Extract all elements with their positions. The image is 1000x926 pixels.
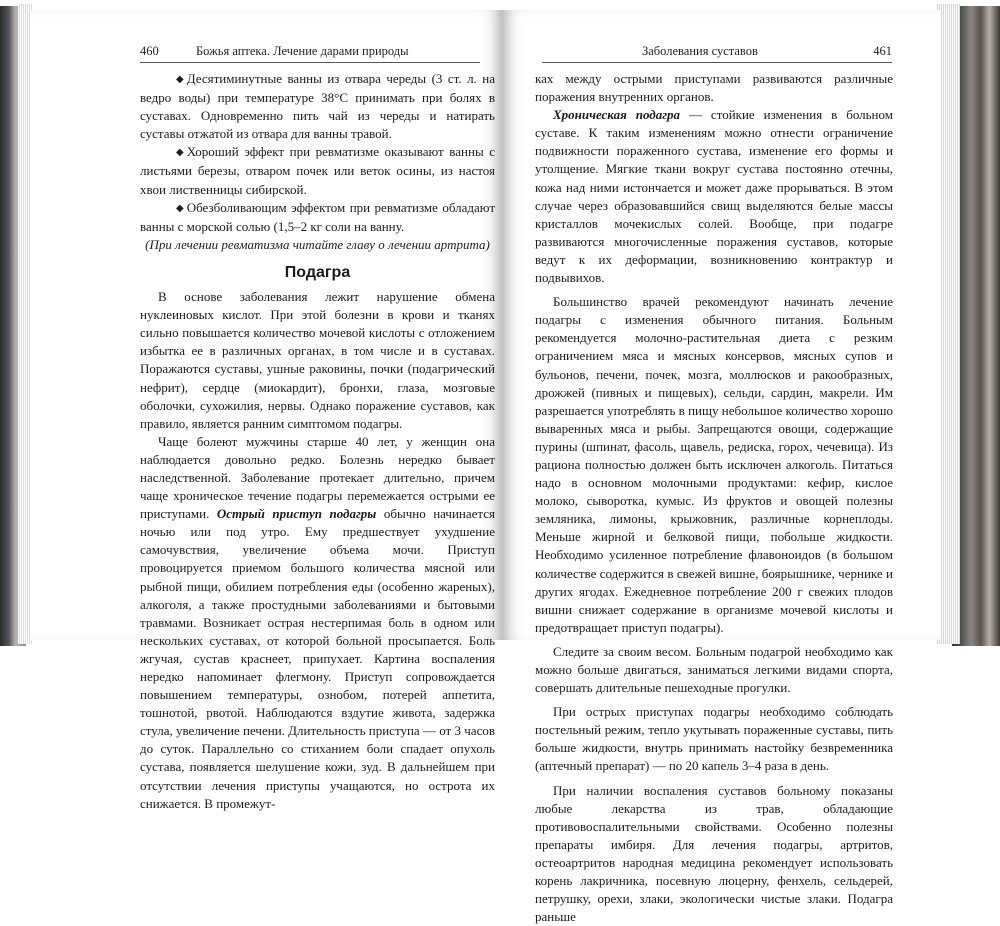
right-page-number: 461: [873, 44, 892, 58]
left-running-head: [140, 44, 480, 63]
right-running-head: [542, 44, 892, 63]
paragraph: Следите за своим весом. Больным подагрой необходимо как можно больше двигаться, заниматься легкими видами спорта, совершать длительные пешеходные прогулки.: [535, 643, 893, 696]
diamond-bullet-icon: ◆: [176, 74, 184, 85]
paragraph: ках между острыми приступами развиваются различные поражения внутренних органов.: [535, 71, 893, 105]
section-heading: Подагра: [284, 263, 351, 281]
paragraph-text: Чаще болеют мужчины старше 40 лет, у женщин она наблюдается довольно редко. Болезнь нередко бывает наследственной. Заболевание протекает длительно, причем чаще хроническое течение подагры перемежается острыми ее приступами.: [140, 433, 495, 522]
paragraph-text: обычно начинается ночью или под утро. Ему предшествует ухудшение самочувствия, увеличение объема мочи. Приступ провоцируется приемом большого количества мясной или рыбной пищи, обилием потребления еды (особенно жареных), алкоголя, а также простудными заболеваниями и бытовыми травмами. Возникает острая нестерпимая боль в одном или нескольких суставах, от которой больной просыпается. Боль жгучая, сустав краснеет, припухает. Картина воспаления нередко напоминает флегмону. Приступ сопровождается повышением температуры, ознобом, потерей аппетита, тошнотой, рвотой. Наблюдаются вздутие живота, задержка стула, увеличение печени. Длительность приступа — от 3 часов до суток. Параллельно со стиханием боли спадает опухоль сустава, появляется шелушение кожи, зуд. В дальнейшем при отсутствии лечения приступы учащаются, но острота их снижается. В промежут-: [140, 506, 496, 811]
paragraph: При наличии воспаления суставов больному показаны любые лекарства из трав, обладающие противовоспалительными свойствами. Особенно полезны препараты имбиря. Для лечения подагры, артритов, остеоартритов народная медицина рекомендует использовать корень лакричника, посевную люцерну, фенхель, сельдерей, петрушку, орехи, злаки, экологически чистые злаки. Подагра раньше: [535, 782, 893, 925]
paragraph: [535, 106, 893, 287]
term-chronic-gout: Хроническая подагра: [553, 107, 681, 123]
left-running-title: Божья аптека. Лечение дарами природы: [196, 44, 409, 58]
right-body-text: [535, 70, 893, 926]
right-page: [502, 10, 940, 925]
paragraph: [140, 433, 495, 813]
left-body-text: [140, 70, 495, 813]
bullet-text: Десятиминутные ванны из отвара череды (3 ст. л. на ведро воды) при температуре 38°С принимать при болях в суставах. Одновременно пить чай из череды и натирать суставы отжатой из отвара для ванны травой.: [140, 71, 495, 142]
bullet-item: [140, 143, 495, 198]
left-page: [30, 10, 502, 811]
paragraph: Большинство врачей рекомендуют начинать лечение подагры с изменения обычного питания. Больным рекомендуется молочно-растительная диета с резким ограничением мяса и мясных консервов, мясных супов и бульонов, печени, почек, мозга, моллюсков и ракообразных, дрожжей (пивных и пищевых), сельди, сардин, макрели. Им разрешается употреблять в пищу небольшое количество хорошо вываренных мяса и рыбы. Запрещаются овощи, содержащие пурины (шпинат, фасоль, щавель, редиска, горох, чечевица). Из рациона полностью должен быть исключен алкоголь. Питаться надо в основном молочными продуктами: кефир, кислое молоко, сыворотка, кумыс. Из фруктов и овощей полезны земляника, лимоны, крыжовник, различные корнеплоды. Меньше жирной и белковой пищи, побольше жидкости. Необходимо усиленное потребление флавоноидов (в большом количестве содержится в свежей вишне, боярышнике, чернике и других ягодах. Ежедневное потребление 200 г свежих плодов вишни снижает содержание в организме мочевой кислоты и предотвращает приступ подагры).: [535, 294, 893, 635]
bullet-text: Хороший эффект при ревматизме оказывают ванны с листьями березы, отваром почек или веток осины, из настоя хвои лиственницы сибирской.: [140, 144, 495, 197]
bullet-item: [140, 70, 495, 143]
bullet-text: Обезболивающим эффектом при ревматизме обладают ванны с морской солью (1,5–2 кг соли на ванну.: [140, 199, 495, 234]
left-page-number: 460: [140, 44, 159, 58]
diamond-bullet-icon: ◆: [176, 202, 184, 214]
diamond-bullet-icon: ◆: [176, 147, 184, 159]
bullet-item: [140, 199, 495, 236]
term-acute-attack: Острый приступ подагры: [216, 506, 377, 522]
paragraph: При острых приступах подагры необходимо соблюдать постельный режим, тепло укутывать пораженные суставы, пить больше жидкости, внутрь принимать настойку безвременника (аптечный препарат) — по 20 капель 3–4 раза в день.: [535, 704, 893, 774]
paragraph-text: — стойкие изменения в больном суставе. К таким изменениям можно отнести ограничение подвижности пораженного сустава, изменение его формы и утолщение. Мягкие ткани вокруг сустава постоянно отечны, кожа над ними истончается и может даже прорываться. В этом случае через образовавшийся свищ выделяются белые массы кристаллов мочекислых солей. Вообще, при подагре развиваются многочисленные поражения суставов, которые ведут к их деформации, возникновению контрактур и подвывихов.: [535, 107, 893, 286]
cross-reference-note: (При лечении ревматизма читайте главу о лечении артрита): [145, 236, 490, 252]
paragraph: В основе заболевания лежит нарушение обмена нуклеиновых кислот. При этой болезни в крови и тканях сильно повышается количество мочевой кислоты с отложением избытка ее в различных органах, в том числе и в суставах. Поражаются суставы, ушные раковины, почки (подагрический нефрит), сердце (миокардит), бронхи, глаза, мозговые оболочки, сухожилия, нервы. Однако поражение суставов, как правило, является ранним симптомом подагры.: [140, 289, 495, 431]
right-running-title: Заболевания суставов: [642, 44, 758, 58]
